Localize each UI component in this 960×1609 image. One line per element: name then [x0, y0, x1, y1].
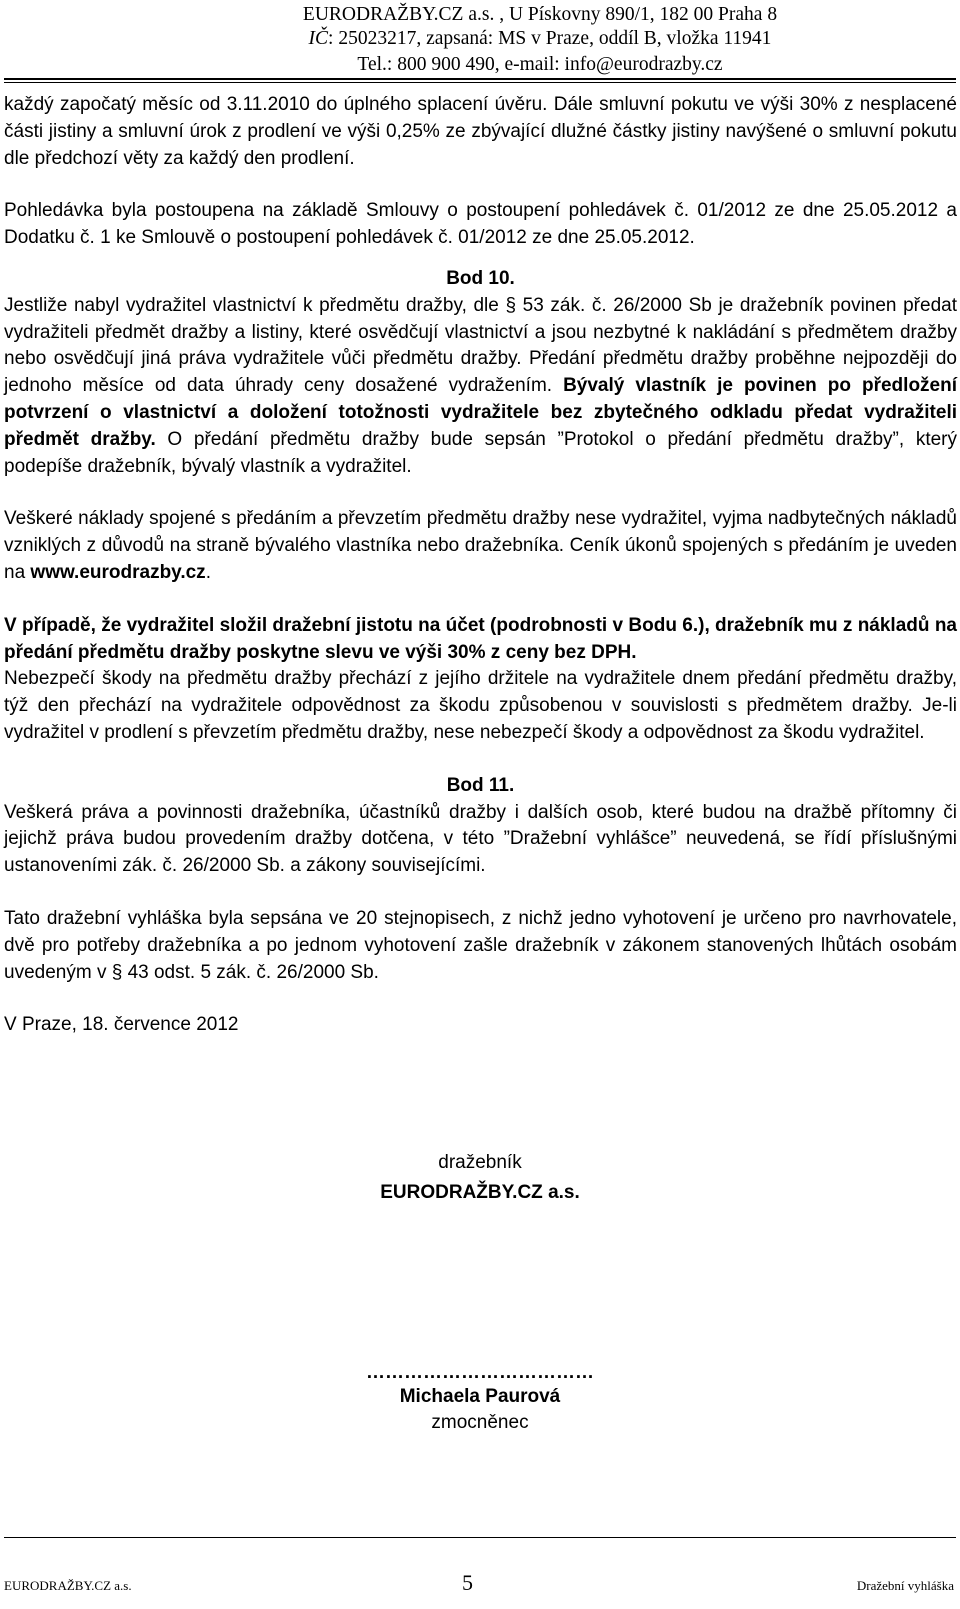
signature-company: EURODRAŽBY.CZ a.s. [380, 1182, 580, 1203]
header-registration-text: : 25023217, zapsaná: MS v Praze, oddíl B, vložka 11941 [328, 28, 772, 49]
paragraph-assignment: Pohledávka byla postoupena na základě Smlouvy o postoupení pohledávek č. 01/2012 ze dne 25.05.2012 a Dodatku č. 1 ke Smlouvě o postoupení pohledávek č. 01/2012 ze dne 25.05.2012. [4, 200, 957, 249]
paragraph-copies: Tato dražební vyhláška byla sepsána ve 20 stejnopisech, z nichž jedno vyhotovení je určeno pro navrhovatele, dvě pro potřeby dražebníka a po jednom vyhotovení zašle dražebník v zákonem stanovených lhůtách osobám uvedeným v § 43 odst. 5 zák. č. 26/2000 Sb. [4, 907, 957, 983]
paragraph-costs: Veškeré náklady spojené s předáním a převzetím předmětu dražby nese vydražitel, vyjma nadbytečných nákladů vzniklých z důvodů na straně bývalého vlastníka nebo dražebníka. Ceník úkonů spojených s předáním je uveden na www.eurodrazby.cz. [4, 508, 957, 583]
paragraph-discount: V případě, že vydražitel složil dražební jistotu na účet (podrobnosti v Bodu 6.), dražebník mu z nákladů na předání předmětu dražby poskytne slevu ve výši 30% z ceny bez DPH. [4, 614, 957, 663]
footer-document-title: Dražební vyhláška [856, 1578, 954, 1593]
signature-name: Michaela Paurová [399, 1386, 561, 1407]
website-link[interactable]: www.eurodrazby.cz [30, 561, 206, 583]
signature-line: ……………………………… [366, 1362, 594, 1383]
header-registration [120, 28, 960, 50]
header-ic-label: IČ [308, 28, 329, 49]
page-number: 5 [462, 1570, 473, 1595]
paragraph-risk: Nebezpečí škody na předmětu dražby přechází z jejího držitele na vydražitele dnem předání předmětu dražby, týž den přechází na vydražitele odpovědnost za škodu způsobenou v souvislosti s předmětem dražby. Je-li vydražitel v prodlení s převzetím předmětu dražby, nese nebezpečí škody a odpovědnost za škodu vydražitel. [4, 668, 957, 743]
document-body [4, 92, 957, 1039]
footer-company: EURODRAŽBY.CZ a.s. [4, 1578, 132, 1593]
header-rule-thin [4, 82, 956, 83]
section-heading-bod-11: Bod 11. [446, 774, 515, 796]
signature-title: zmocněnec [431, 1412, 529, 1433]
footer-rule [4, 1537, 956, 1538]
header-rule-thick [4, 78, 956, 80]
paragraph-penalty: každý započatý měsíc od 3.11.2010 do úplného splacení úvěru. Dále smluvní pokutu ve výši 30% z nesplacené části jistiny a smluvní úrok z prodlení ve výši 0,25% ze zbývající dlužné částky jistiny navýšené o smluvní pokutu dle předchozí věty za každý den prodlení. [4, 94, 957, 169]
paragraph-transfer: Jestliže nabyl vydražitel vlastnictví k předmětu dražby, dle § 53 zák. č. 26/2000 Sb je dražebník povinen předat vydražiteli předmět dražby a listiny, které osvědčují vlastnictví a jsou nezbytné k nakládání s předmětem dražby nebo osvědčují jiná práva vydražitele vůči předmětu dražby. Předání předmětu dražby proběhne nejpozději do jednoho měsíce od data úhrady ceny dosažené vydražením. Bývalý vlastník je povinen po předložení potvrzení o vlastnictví a doložení totožnosti vydražitele bez zbytečného odkladu předat vydražiteli předmět dražby. O předání předmětu dražby bude sepsán ”Protokol o předání předmětu dražby”, který podepíše dražebník, bývalý vlastník a vydražitel. [4, 294, 957, 477]
place-and-date: V Praze, 18. července 2012 [4, 1014, 239, 1036]
header-company-address: EURODRAŽBY.CZ a.s. , U Pískovny 890/1, 182 00 Praha 8 [302, 4, 778, 25]
section-heading-bod-10: Bod 10. [446, 267, 515, 289]
header-contact: Tel.: 800 900 490, e-mail: info@eurodrazby.cz [357, 54, 723, 75]
paragraph-rights: Veškerá práva a povinnosti dražebníka, účastníků dražby i dalších osob, které budou na dražbě přítomny či jejichž práva budou provedením dražby dotčena, v této ”Dražební vyhlášce” neuvedená, se řídí příslušnými ustanoveními zák. č. 26/2000 Sb. a zákony souvisejícími. [4, 801, 957, 877]
signature-role: dražebník [438, 1152, 522, 1173]
